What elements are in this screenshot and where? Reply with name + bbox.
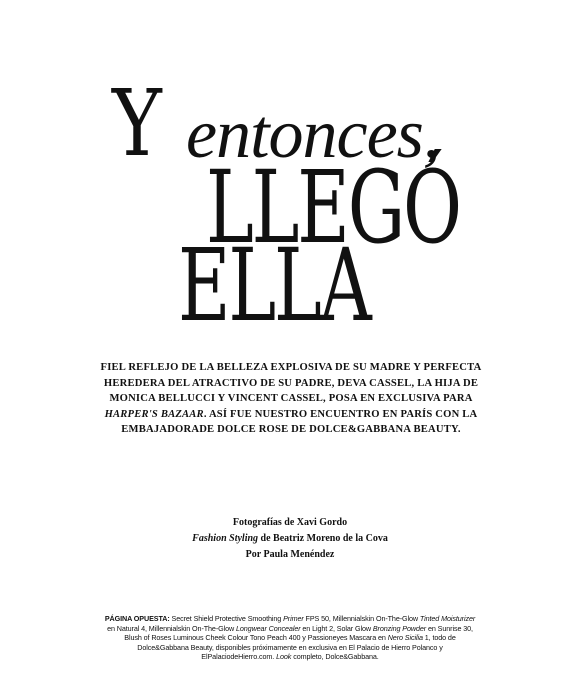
- photo-credit: Fotografías de Xavi Gordo: [232, 517, 348, 528]
- caption-text-5: en Sunrise 30, Blush of Roses Luminous Cheek Colour Tono Peach 400 y Passioneyes Mascara en: [124, 623, 473, 643]
- deck-text-1: FIEL REFLEJO DE LA BELLEZA EXPLOSIVA DE SU MADRE Y PERFECTA HEREDERA DEL ATRACTIVO DE SU PADRE, DEVA CASSEL, LA HIJA DE MONICA BELLUCCI Y VINCENT CASSEL, POSA EN EXCLUSIVA PARA: [100, 362, 482, 404]
- styling-credit-rest: de Beatriz Moreno de la Cova: [258, 533, 388, 544]
- caption-label: PÁGINA OPUESTA:: [104, 614, 170, 623]
- caption-italic-5: Nero Sicilia: [387, 633, 423, 643]
- caption-text-3: en Natural 4, Millennialskin On-The-Glow: [107, 623, 236, 633]
- caption-italic-2: Tinted Moisturizer: [419, 614, 476, 623]
- deck-text-2: . ASÍ FUE NUESTRO ENCUENTRO EN PARÍS CON LA EMBAJADORADE DOLCE ROSE DE DOLCE&GABBANA BEAUTY.: [121, 408, 478, 435]
- headline-line-2: LLEGÓ: [206, 149, 460, 266]
- caption-text-2: FPS 50, Millennialskin On-The-Glow: [303, 614, 420, 623]
- headline-y: Y: [112, 70, 161, 177]
- caption-italic-1: Primer: [283, 614, 304, 623]
- caption-italic-3: Longwear Concealer: [235, 623, 301, 633]
- styling-label: Fashion Styling: [192, 533, 259, 544]
- headline-entonces: entonces,: [186, 96, 440, 173]
- deck-magazine-name: HARPER'S BAZAAR: [104, 408, 204, 420]
- caption-italic-4: Bronzing Powder: [372, 623, 427, 633]
- caption-text-7: completo, Dolce&Gabbana.: [291, 652, 379, 662]
- author-byline: Por Paula Menéndez: [245, 549, 335, 560]
- caption-text-1: Secret Shield Protective Smoothing: [169, 614, 284, 623]
- headline-line-3: ELLA: [178, 227, 370, 344]
- product-caption: [102, 614, 478, 662]
- article-deck: [96, 360, 486, 438]
- caption-text-4: en Light 2, Solar Glow: [300, 623, 373, 633]
- styling-credit: [180, 531, 400, 547]
- caption-text-6: 1, todo de Dolce&Gabbana Beauty, disponibles próximamente en exclusiva en El Palacio de Hierro Polanco y ElPalaciodeHierro.com.: [137, 633, 456, 662]
- caption-italic-6: Look: [276, 652, 292, 662]
- headline-line-1: [112, 70, 440, 177]
- credits-block: [180, 515, 400, 563]
